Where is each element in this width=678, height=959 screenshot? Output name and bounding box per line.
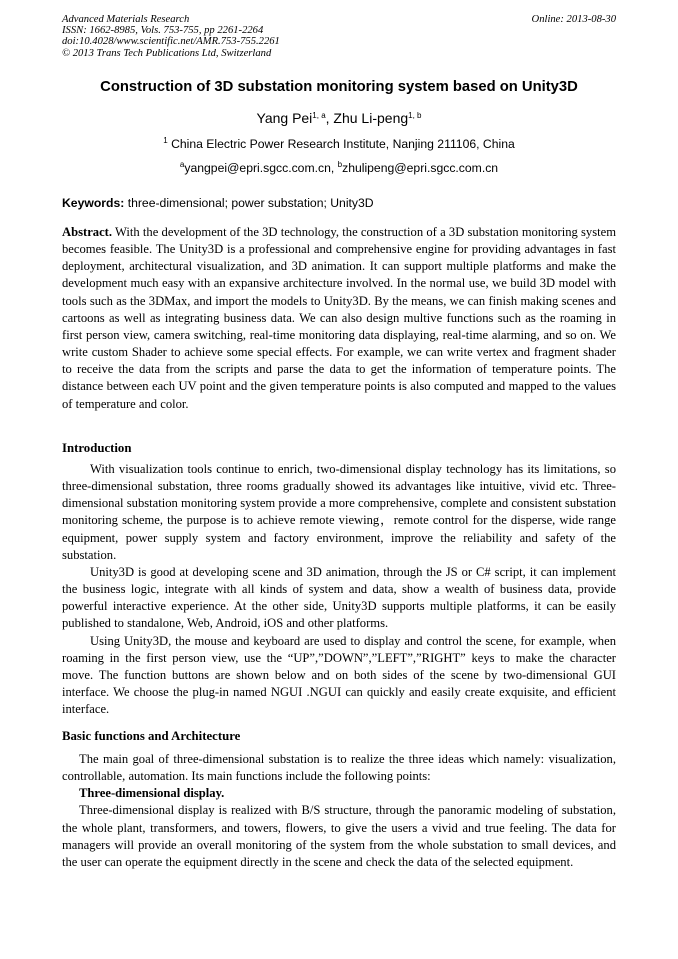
email-line [62, 161, 616, 175]
author-superscript: 1, a [312, 111, 326, 120]
basic-functions-section [62, 751, 616, 871]
paragraph: Unity3D is good at developing scene and 3D animation, through the JS or C# script, it can implement the business logic, integrate with all kinds of system and data, show a wealth of business data, provide powerful interactive experience. At the other side, Unity3D supports multiple platforms, it can be easily published to standalone, Web, Android, iOS and other platforms. [62, 564, 616, 631]
affiliation-superscript: 1 [163, 136, 168, 145]
paragraph: With visualization tools continue to enrich, two-dimensional display technology has its limitations, so three-dimensional substation, three rooms gradually showed its advantages like intuitive, vivid etc. Three-dimensional substation monitoring system provide a more comprehensive, complete and consistent substation monitoring scheme, the purpose is to achieve remote viewing，remote control for the disperse, wide range equipment, power supply system and factory environment, improve the reliability and safety of the substation. [62, 462, 616, 562]
affiliation [62, 137, 616, 151]
subsection-heading: Three-dimensional display. [79, 786, 225, 801]
section-heading: Introduction [62, 441, 132, 455]
abstract-label: Abstract. [62, 225, 113, 239]
keywords-text: three-dimensional; power substation; Unity3D [124, 196, 374, 210]
doi-line: doi:10.4028/www.scientific.net/AMR.753-755.2261 [62, 36, 280, 48]
email-address: yangpei@epri.sgcc.com.cn [184, 161, 331, 175]
email-separator: , [330, 161, 338, 175]
section-heading: Basic functions and Architecture [62, 729, 241, 743]
journal-header [62, 14, 616, 59]
abstract [62, 224, 616, 413]
keywords [62, 196, 616, 210]
paragraph: The main goal of three-dimensional substation is to realize the three ideas which namely: visualization, controllable, automation. Its main functions include the following points: [62, 752, 616, 784]
author-name: Zhu Li-peng [333, 110, 409, 126]
affiliation-text: China Electric Power Research Institute, Nanjing 211106, China [167, 137, 515, 151]
keywords-label: Keywords: [62, 196, 125, 210]
journal-name: Advanced Materials Research [62, 14, 190, 25]
email-address: zhulipeng@epri.sgcc.com.cn [342, 161, 499, 175]
author-separator: , [325, 110, 334, 126]
paper-title: Construction of 3D substation monitoring system based on Unity3D [100, 79, 578, 95]
copyright-line: © 2013 Trans Tech Publications Ltd, Switzerland [62, 47, 272, 59]
author-name: Yang Pei [256, 110, 313, 126]
email-superscript: a [179, 160, 185, 169]
paragraph: Three-dimensional display is realized with B/S structure, through the panoramic modeling of substation, the whole plant, transformers, and towers, flowers, to give the users a vivid and true feeling. The data for managers will provide an overall monitoring of the system from the whole substation to small devices, and the user can operate the equipment directly in the scene and check the data of the selected equipment. [62, 803, 616, 869]
introduction-section [62, 461, 616, 718]
email-superscript: b [337, 160, 343, 169]
author-superscript: 1, b [408, 111, 422, 120]
author-line [62, 110, 616, 126]
paragraph: Using Unity3D, the mouse and keyboard are used to display and control the scene, for example, when roaming in the first person view, use the “UP”,”DOWN”,”LEFT”,”RIGHT” keys to make the character move. The function buttons are shown below and on both sides of the scene by two-dimensional GUI interface. We choose the plug-in named NGUI .NGUI can quickly and easily create exquisite, and efficient interface. [62, 633, 616, 717]
online-date: Online: 2013-08-30 [531, 14, 616, 25]
issn-line: ISSN: 1662-8985, Vols. 753-755, pp 2261-2264 [62, 25, 264, 37]
abstract-text: With the development of the 3D technology, the construction of a 3D substation monitoring system becomes feasible. The Unity3D is a professional and comprehensive engine for providing advantages in fast deployment, architectural visualization, and 3D animation. It can support multiple platforms and make the development much easy with an expansive architecture involved. In the normal use, we build 3D model with tools such as the 3DMax, and import the models to Unity3D. By the means, we can finish making scenes and cartoons as well as integrating business data. We can also design multive functions such as the roaming in first person view, camera switching, real-time monitoring data displaying, real-time alarming, and so on. We write custom Shader to achieve some special effects. For example, we can write vertex and fragment shader to receive the data from the scripts and parse the data to get the information of temperature points. The distance between each UV point and the given temperature points is also computed and mapped to the values of temperature and color. [62, 225, 616, 411]
